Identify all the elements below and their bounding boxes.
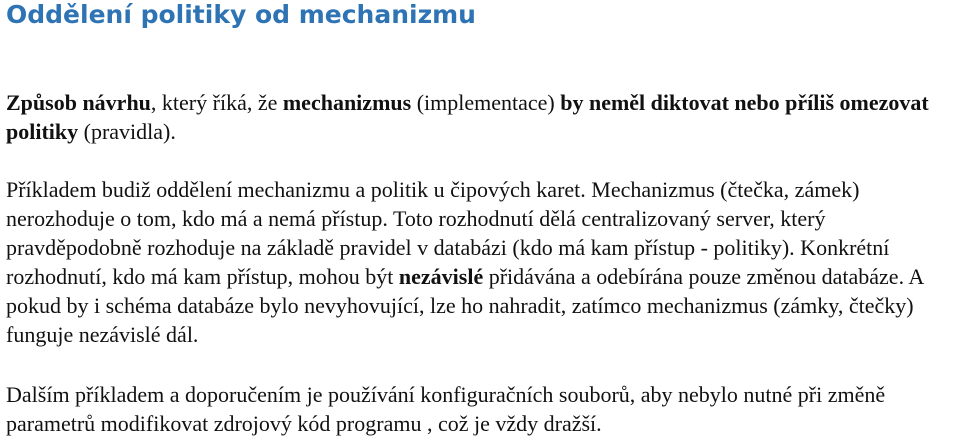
paragraph-text: (pravidla). — [78, 119, 176, 144]
paragraph-text: Příkladem budiž oddělení mechanizmu a politik u čipových karet. Mechanizmus (čtečka, zámek) nerozhoduje o tom, kdo má a nemá přístup. Toto rozhodnutí dělá centralizovaný server, který pravděpodobně rozhoduje na základě pravidel v databázi (kdo má kam přístup - politiky). Konkrétní rozhodnutí, kdo má kam přístup, mohou být — [6, 177, 890, 289]
bold-term-mechanism: mechanizmus — [282, 90, 412, 115]
bold-term-independent: nezávislé — [398, 264, 484, 289]
page-title: Oddělení politiky od mechanizmu — [6, 0, 476, 29]
paragraph-example-smartcards — [6, 175, 956, 349]
paragraph-text: Dalším příkladem a doporučením je používání konfiguračních souborů, aby nebylo nutné při změně parametrů modifikovat zdrojový kód programu , což je vždy dražší. — [6, 382, 886, 436]
paragraph-text: , který říká, že — [150, 90, 283, 115]
paragraph-text: přidávána a odebírána pouze změnou databáze. A pokud by i schéma databáze bylo nevyhovující, lze ho nahradit, zatímco mechanizmus (zámky, čtečky) funguje nezávislé dál. — [6, 264, 924, 347]
paragraph-text: (implementace) — [411, 90, 561, 115]
paragraph-definition — [6, 88, 956, 146]
bold-term-design-approach: Způsob návrhu — [6, 90, 151, 115]
paragraph-example-config — [6, 380, 956, 438]
bold-term-rule: by neměl diktovat nebo příliš omezovat politiky — [6, 90, 929, 144]
